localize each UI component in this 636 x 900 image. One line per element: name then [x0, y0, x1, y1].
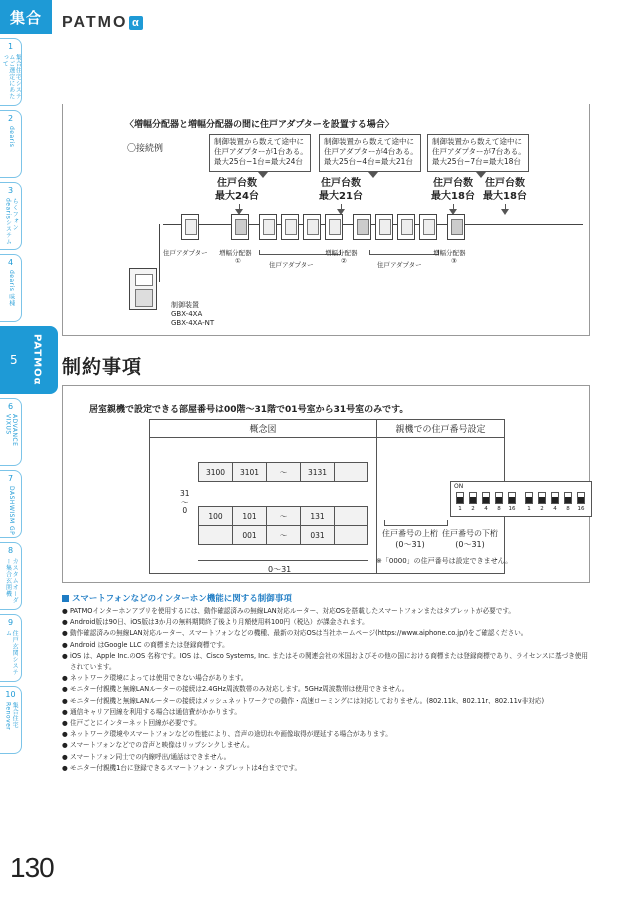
tab-label: PATMOα — [31, 334, 43, 386]
callout-2 — [319, 134, 421, 172]
callout-line: 最大25台−7台=最大18台 — [432, 156, 521, 166]
dip-toggle-icon — [551, 492, 559, 504]
down-arrow-icon — [239, 204, 240, 210]
restriction-title: 居室親機で設定できる部屋番号は00階〜31階で01号室から31号室のみです。 — [89, 405, 409, 415]
category-tag — [0, 0, 52, 34]
home-adapter-icon — [281, 214, 299, 240]
max-units-label-1 — [215, 178, 259, 203]
dip-toggle-icon — [538, 492, 546, 504]
grid-cell: 101 — [232, 506, 266, 526]
tab-label: DASHWISM GP — [7, 486, 15, 536]
label-amplifier: 増幅分配器 — [433, 249, 466, 257]
list-item: ● モニター付親機1台に登録できるスマートフォン・タブレットは4台までです。 — [62, 763, 592, 774]
dip-number: 8 — [566, 506, 570, 512]
tab-number: 2 — [7, 114, 14, 123]
grid-row-1 — [198, 506, 368, 526]
callout-line: 住戸アダプターが7台ある。 — [432, 146, 526, 156]
diagram-title: 〈増幅分配器と増幅分配器の間に住戸アダプターを設置する場合〉 — [125, 120, 394, 130]
tab-label: 住戸玄関システム — [4, 630, 19, 676]
label-home-adapter-group: 住戸アダプター — [269, 261, 314, 269]
callout-line: 制御装置から数えて途中に — [324, 137, 414, 146]
list-item: ● ネットワーク環境やスマートフォンなどの性能により、音声の途切れや画像取得が遅延する場合があります。 — [62, 729, 592, 740]
side-tab-7[interactable] — [0, 470, 22, 538]
controller-device-icon — [129, 268, 157, 310]
label-home-adapter: 住戸アダプター — [163, 249, 208, 257]
label-amplifier-number: ② — [341, 257, 347, 265]
callout-1 — [209, 134, 311, 172]
dip-toggle-icon — [469, 492, 477, 504]
table-head-concept: 概念図 — [150, 420, 376, 438]
grid-cell: 〜 — [266, 506, 300, 526]
side-tab-6[interactable] — [0, 398, 22, 466]
grid-cell — [334, 462, 368, 482]
label-amplifier: 増幅分配器 — [325, 249, 358, 257]
diagram-example-label: 〇接続例 — [127, 144, 164, 154]
brand-logo — [62, 14, 143, 32]
grid-row-top — [198, 462, 368, 482]
controller-name: 制御装置 — [171, 301, 199, 309]
side-tab-9[interactable] — [0, 614, 22, 682]
max-units-title: 住戸台数 — [216, 178, 257, 189]
max-units-label-4 — [483, 178, 527, 203]
max-units-title: 住戸台数 — [432, 178, 473, 189]
dip-number: 4 — [484, 506, 488, 512]
dip-number: 8 — [497, 506, 501, 512]
grid-cell: 131 — [300, 506, 334, 526]
lower-digit-title: 住戸番号の下桁 — [442, 529, 498, 538]
dip-toggle-icon — [577, 492, 585, 504]
label-amplifier-number: ① — [235, 257, 241, 265]
list-item: ● ネットワーク環境によっては使用できない場合があります。 — [62, 673, 592, 684]
grid-cell — [334, 506, 368, 526]
home-adapter-icon — [181, 214, 199, 240]
dip-number: 16 — [577, 506, 585, 512]
tab-label: カスタムオーダー集合玄関機 — [4, 558, 19, 604]
label-amplifier-number: ③ — [451, 257, 457, 265]
floor-range-label: 31 〜 0 — [180, 489, 190, 516]
tab-number: 10 — [5, 690, 16, 699]
dip-toggle-icon — [525, 492, 533, 504]
dip-number: 4 — [553, 506, 557, 512]
grid-cell: 001 — [232, 525, 266, 545]
list-item: ● モニター付親機と無線LANルーターの接続はメッシュネットワークでの動作・高速ローミングには対応しておりません。(802.11k、802.11r、802.11v非対応) — [62, 696, 592, 707]
max-units-title: 住戸台数 — [320, 178, 361, 189]
grid-cell: 3131 — [300, 462, 334, 482]
grid-cell — [334, 525, 368, 545]
list-item: ● 通信キャリア回線を利用する場合は通信費がかかります。 — [62, 707, 592, 718]
tab-label: 集合住宅システムご選定にあたって — [1, 54, 22, 100]
label-amplifier: 増幅分配器 — [219, 249, 252, 257]
grid-cell: 〜 — [266, 462, 300, 482]
tab-number: 7 — [7, 474, 14, 483]
smartphone-heading-text: スマートフォンなどのインターホン機能に関する制御事項 — [72, 594, 292, 604]
square-bullet-icon — [62, 595, 69, 602]
table-head-setting: 親機での住戸番号設定 — [377, 420, 504, 438]
tab-label: dearis 味棟 — [7, 270, 15, 307]
smartphone-notes-list — [62, 606, 592, 774]
callout-line: 住戸アダプターが1台ある。 — [214, 146, 308, 156]
dip-number: 1 — [527, 506, 531, 512]
controller-label — [171, 301, 214, 328]
bus-line — [163, 224, 583, 225]
callout-line: 制御装置から数えて途中に — [214, 137, 304, 146]
grid-cell: 100 — [198, 506, 232, 526]
dip-toggle-icon — [456, 492, 464, 504]
room-range-label: 0〜31 — [268, 565, 292, 574]
grid-cell: 031 — [300, 525, 334, 545]
home-adapter-icon — [259, 214, 277, 240]
max-units-value: 最大21台 — [319, 190, 363, 202]
amplifier-distributor-icon — [353, 214, 371, 240]
brand-alpha-icon: α — [129, 16, 143, 30]
home-adapter-icon — [303, 214, 321, 240]
side-tab-8[interactable] — [0, 542, 22, 610]
grid-row-0 — [198, 525, 368, 545]
tab-label: ADVANCE VIXUS — [4, 414, 19, 447]
max-units-label-2 — [319, 178, 363, 203]
amplifier-distributor-icon — [447, 214, 465, 240]
tab-label: らくフォンdearisシステム — [4, 198, 19, 246]
list-item: ● 住戸ごとにインターネット回線が必要です。 — [62, 718, 592, 729]
dip-on-label: ON — [454, 483, 464, 490]
upper-digit-range: (0〜31) — [395, 540, 425, 550]
max-units-value: 最大18台 — [431, 190, 475, 202]
callout-line: 住戸アダプターが4台ある。 — [324, 146, 418, 156]
list-item: ● PATMOインターホンアプリを使用するには、動作確認済みの無線LAN対応ルーター、対応OSを搭載したスマートフォンまたはタブレットが必要です。 — [62, 606, 592, 617]
down-arrow-icon — [453, 204, 454, 210]
grid-cell: 〜 — [266, 525, 300, 545]
max-units-label-3 — [431, 178, 475, 203]
room-range-arrow — [198, 560, 368, 561]
dip-toggle-icon — [564, 492, 572, 504]
max-units-value: 最大24台 — [215, 190, 259, 202]
dip-number: 1 — [458, 506, 462, 512]
category-label: 集合 — [9, 8, 42, 27]
down-arrow-icon — [341, 204, 342, 210]
max-units-title: 住戸台数 — [484, 178, 525, 189]
section-heading: 制約事項 — [62, 356, 143, 378]
callout-3 — [427, 134, 529, 172]
list-item: ● Android版は90日、iOS版は3か月の無料期間終了後より月額使用料100円（税込）が課金されます。 — [62, 617, 592, 628]
grid-cell — [198, 525, 232, 545]
tab-number: 4 — [7, 258, 14, 267]
amplifier-distributor-icon — [231, 214, 249, 240]
home-adapter-icon — [375, 214, 393, 240]
page-number: 130 — [10, 852, 54, 883]
controller-lead-line — [159, 224, 160, 282]
down-arrow-icon — [505, 204, 506, 210]
tab-number: 8 — [7, 546, 14, 555]
dip-number: 2 — [471, 506, 475, 512]
tab-number: 5 — [10, 353, 18, 367]
table-divider — [376, 420, 377, 573]
list-item: ● スマートフォンなどでの音声と映像はリップシンクしません。 — [62, 740, 592, 751]
list-item: ● 動作確認済みの無線LAN対応ルーター、スマートフォンなどの機種、最新の対応OSは当社ホームページ(https://www.aiphone.co.jp/)をご確認ください。 — [62, 628, 592, 639]
dip-switch — [450, 481, 592, 517]
list-item: ● スマートフォン同士での内線呼出/通話はできません。 — [62, 752, 592, 763]
lower-digit-label — [442, 528, 498, 550]
side-tab-2[interactable] — [0, 110, 22, 178]
tab-number: 3 — [7, 186, 14, 195]
restriction-table — [149, 419, 585, 574]
controller-model: GBX-4XA-NT — [171, 319, 215, 328]
side-tab-4[interactable] — [0, 254, 22, 322]
smartphone-heading — [62, 592, 292, 604]
callout-line: 最大25台−1台=最大24台 — [214, 156, 303, 166]
brand-name: PATMO — [62, 14, 128, 31]
restriction-box — [62, 385, 590, 583]
max-units-value: 最大18台 — [483, 190, 527, 202]
side-tab-1[interactable] — [0, 38, 22, 106]
restriction-note: ※「0000」の住戸番号は設定できません。 — [376, 557, 513, 565]
grid-cell: 3101 — [232, 462, 266, 482]
upper-digit-bracket — [384, 520, 448, 526]
tab-label: dearis — [7, 126, 15, 148]
list-item: ● iOS は、Apple Inc.のOS 名称です。IOS は、Cisco Systems, Inc. またはその関連会社の米国およびその他の国における商標または登録商標であり、ライセンスに基づき使用されています。 — [62, 651, 592, 673]
brace-group — [369, 250, 439, 255]
tab-label: 集合住宅Renover — [4, 702, 19, 731]
upper-digit-title: 住戸番号の上桁 — [382, 529, 438, 538]
side-tab-5-active[interactable] — [0, 326, 58, 394]
wiring-diagram — [62, 104, 590, 336]
tab-number: 9 — [7, 618, 14, 627]
controller-model: GBX-4XA — [171, 310, 203, 319]
dip-toggle-icon — [482, 492, 490, 504]
list-item: ● Android はGoogle LLC の商標または登録商標です。 — [62, 640, 592, 651]
label-home-adapter-group: 住戸アダプター — [377, 261, 422, 269]
tab-number: 6 — [7, 402, 14, 411]
list-item: ● モニター付親機と無線LANルーターの接続は2.4GHz周波数帯のみ対応します。5GHz周波数帯は使用できません。 — [62, 684, 592, 695]
upper-digit-label — [382, 528, 438, 550]
dip-toggle-icon — [508, 492, 516, 504]
grid-cell: 3100 — [198, 462, 232, 482]
callout-line: 制御装置から数えて途中に — [432, 137, 522, 146]
callout-line: 最大25台−4台=最大21台 — [324, 156, 413, 166]
side-tab-10[interactable] — [0, 686, 22, 754]
dip-number: 16 — [508, 506, 516, 512]
dip-toggle-icon — [495, 492, 503, 504]
home-adapter-icon — [397, 214, 415, 240]
tab-number: 1 — [7, 42, 14, 51]
home-adapter-icon — [419, 214, 437, 240]
dip-number: 2 — [540, 506, 544, 512]
lower-digit-range: (0〜31) — [455, 540, 485, 550]
side-tab-3[interactable] — [0, 182, 22, 250]
